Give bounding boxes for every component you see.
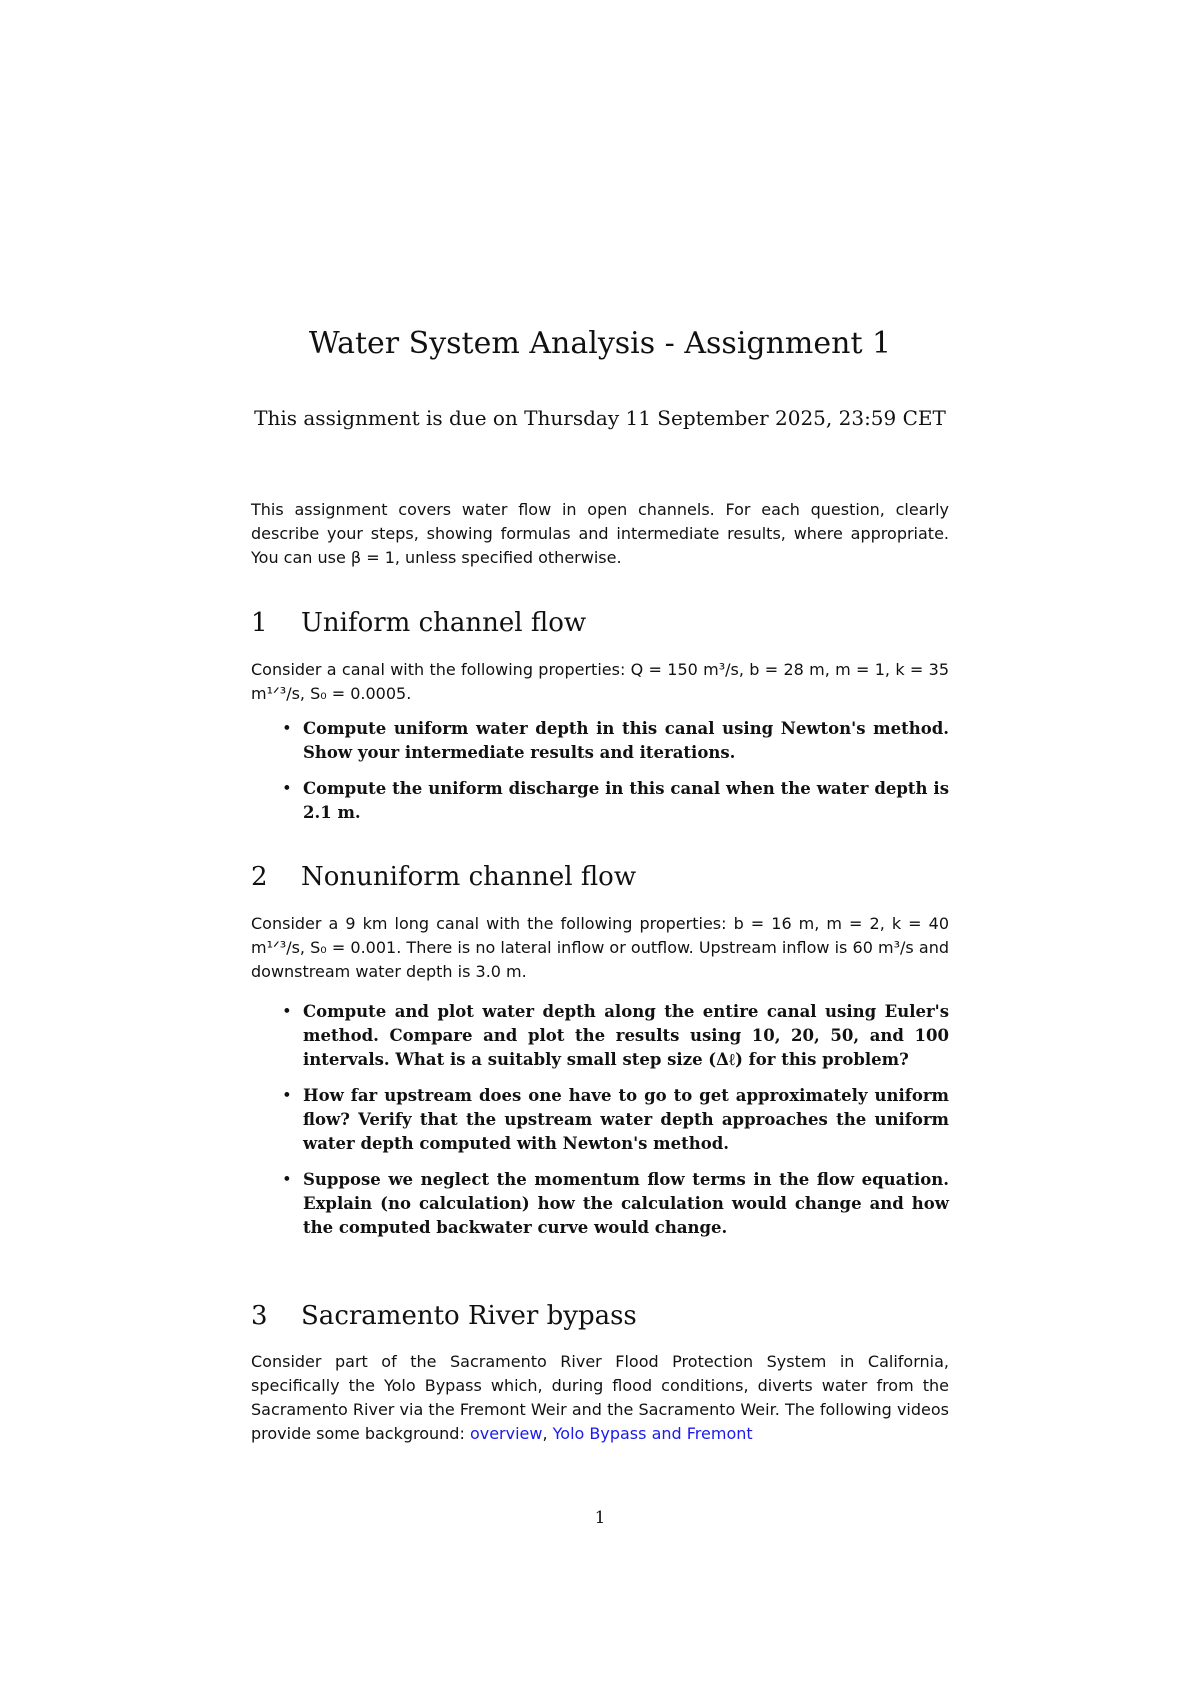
section-2-title: Nonuniform channel flow [301, 862, 637, 892]
section-2-paragraph: Consider a 9 km long canal with the following properties: b = 16 m, m = 2, k = 40 m¹ᐟ³/s, S₀ = 0.001. There is no lateral inflow or outflow. Upstream inflow is 60 m³/s and downstream water depth is 3.0 m. [251, 914, 949, 981]
section-3-title: Sacramento River bypass [301, 1301, 637, 1331]
section-2-tasks [278, 1000, 949, 1252]
section-3-number: 3 [251, 1301, 268, 1331]
section-1-heading [251, 608, 949, 638]
document-title: Water System Analysis - Assignment 1 [308, 326, 892, 361]
section-1-number: 1 [251, 608, 268, 638]
section-3-text: Consider part of the Sacramento River Flood Protection System in California, specifically the Yolo Bypass which, during flood conditions, diverts water from the Sacramento River via the Fremont Weir and the Sacramento Weir. The following videos provide some background: [251, 1352, 949, 1443]
intro-paragraph: This assignment covers water flow in open channels. For each question, clearly describe your steps, showing formulas and intermediate results, where appropriate. You can use β = 1, unless specified otherwise. [251, 500, 949, 567]
section-3-paragraph [251, 1350, 949, 1446]
section-3-heading [251, 1301, 949, 1331]
section-2-task: • Compute and plot water depth along the entire canal using Euler's method. Compare and plot the results using 10, 20, 50, and 100 intervals. What is a suitably small step size (Δℓ) for this problem? [278, 1000, 949, 1072]
overview-video-link[interactable]: overview [469, 1424, 543, 1443]
page-number: 1 [594, 1508, 606, 1528]
section-2-heading [251, 862, 949, 892]
section-1-title: Uniform channel flow [301, 608, 587, 638]
link-separator: , [542, 1424, 553, 1443]
section-1-paragraph: Consider a canal with the following properties: Q = 150 m³/s, b = 28 m, m = 1, k = 35 m¹ᐟ³/s, S₀ = 0.0005. [251, 660, 949, 703]
yolo-bypass-video-link[interactable]: Yolo Bypass and Fremont [552, 1424, 753, 1443]
section-1-task: • Compute the uniform discharge in this canal when the water depth is 2.1 m. [278, 777, 949, 825]
due-date-line: This assignment is due on Thursday 11 September 2025, 23:59 CET [254, 406, 946, 430]
section-2-task: • How far upstream does one have to go to get approximately uniform flow? Verify that the upstream water depth approaches the uniform water depth computed with Newton's method. [278, 1084, 949, 1156]
section-1-tasks [278, 717, 949, 837]
section-1-task: • Compute uniform water depth in this canal using Newton's method. Show your intermediate results and iterations. [278, 717, 949, 765]
section-2-number: 2 [251, 862, 268, 892]
section-2-task: • Suppose we neglect the momentum flow terms in the flow equation. Explain (no calculation) how the calculation would change and how the computed backwater curve would change. [278, 1168, 949, 1240]
